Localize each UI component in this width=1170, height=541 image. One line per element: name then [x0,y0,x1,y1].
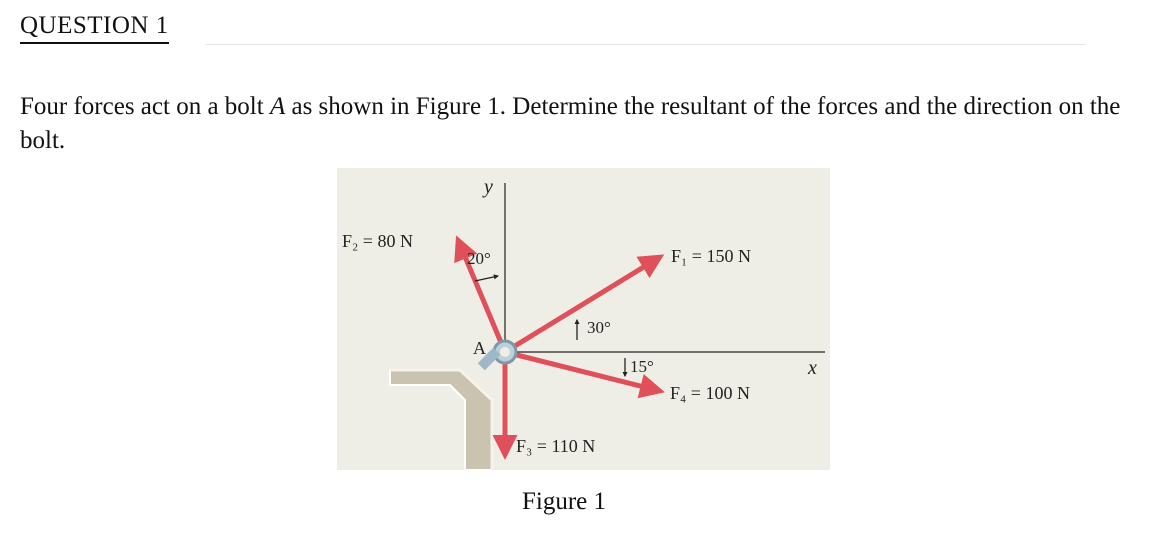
bolt-variable: A [269,93,286,120]
angle-f4-label: 15° [630,357,654,376]
force-f1-arrow [505,257,660,352]
angle-f2-indicator [475,276,498,281]
force-f1-label: F₁ = 150 N [671,246,751,266]
axis-x-label: x [808,357,817,379]
question-text-before: Four forces act on a bolt [20,93,270,120]
question-heading: QUESTION 1 [20,12,169,44]
bolt-hole [500,347,510,357]
angle-f1-label: 30° [587,318,611,337]
axis-y-label: y [484,176,493,198]
point-a-label: A [473,338,486,358]
angle-f2-label: 20° [467,249,491,268]
force-f2-label: F₂ = 80 N [342,231,413,251]
question-text-after: as shown in Figure 1. Determine the resultant of the forces and the direction on the bolt. [20,93,1121,154]
force-f4-label: F₄ = 100 N [670,383,750,403]
force-f3-label: F₃ = 110 N [516,436,596,456]
figure-caption: Figure 1 [522,488,607,515]
